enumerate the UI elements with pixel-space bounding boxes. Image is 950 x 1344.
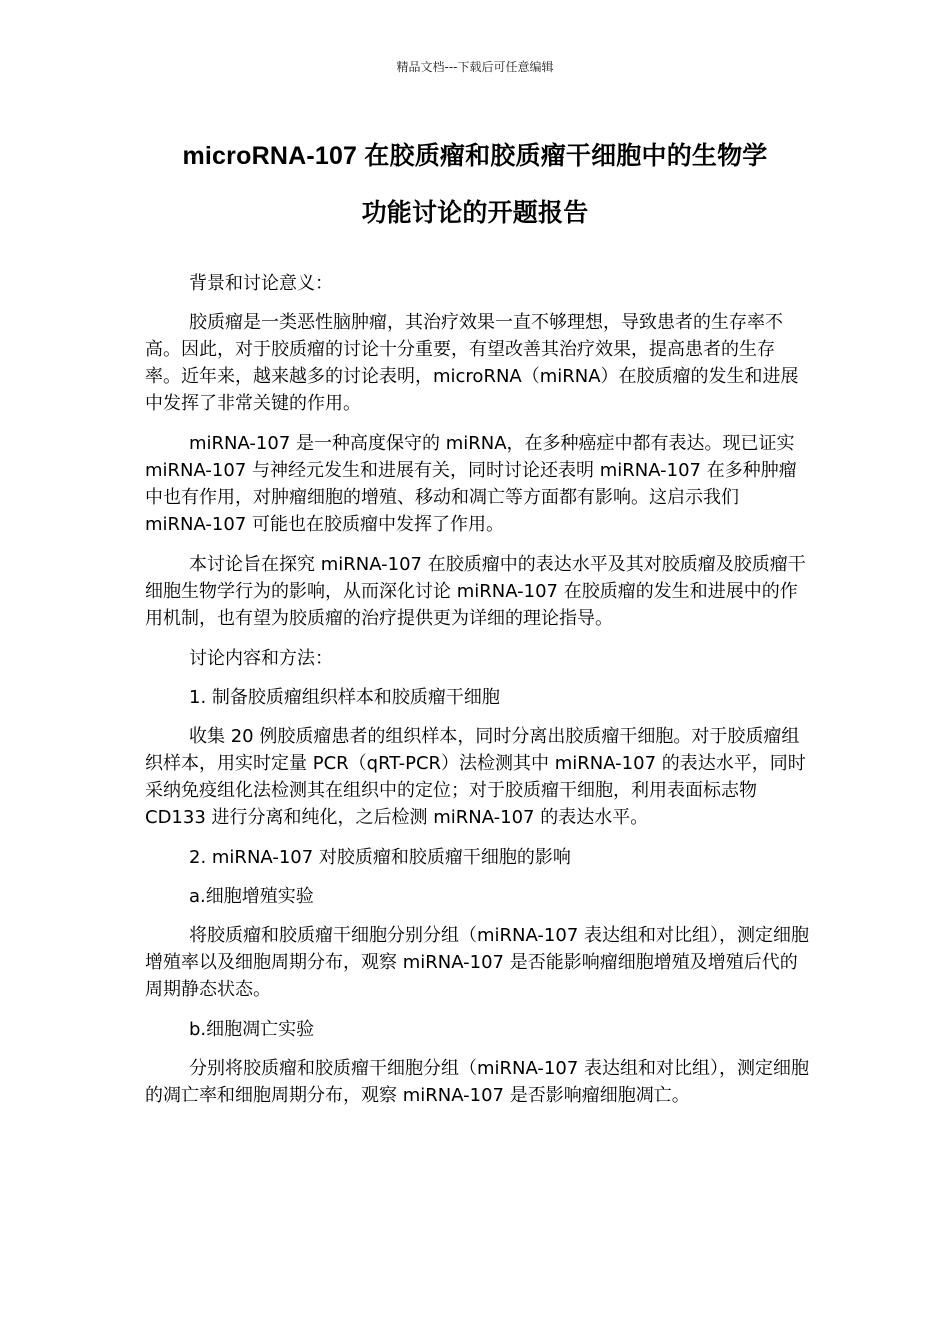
paragraph-background-glioma: 胶质瘤是一类恶性脑肿瘤，其治疗效果一直不够理想，导致患者的生存率不高。因此，对于胶质瘤的讨论十分重要，有望改善其治疗效果，提高患者的生存率。近年来，越来越多的讨论表明，microRNA（miRNA）在胶质瘤的发生和进展中发挥了非常关键的作用。 xyxy=(145,312,799,414)
section-heading-methods: 讨论内容和方法： xyxy=(189,648,333,669)
page-title-line-1: microRNA-107 在胶质瘤和胶质瘤干细胞中的生物学 xyxy=(182,142,768,170)
method-item-1-heading: 1. 制备胶质瘤组织样本和胶质瘤干细胞 xyxy=(189,687,500,708)
document-body xyxy=(145,270,810,1122)
method-2b-heading: b.细胞凋亡实验 xyxy=(189,1019,315,1040)
method-2b-body: 分别将胶质瘤和胶质瘤干细胞分组（miRNA-107 表达组和对比组），测定细胞的凋亡率和细胞周期分布，观察 miRNA-107 是否影响瘤细胞凋亡。 xyxy=(145,1058,809,1106)
paragraph-research-aim: 本讨论旨在探究 miRNA-107 在胶质瘤中的表达水平及其对胶质瘤及胶质瘤干细胞生物学行为的影响，从而深化讨论 miRNA-107 在胶质瘤的发生和进展中的作用机制，也有望为胶质瘤的治疗提供更为详细的理论指导。 xyxy=(145,554,806,629)
page-title-line-2: 功能讨论的开题报告 xyxy=(361,199,589,227)
method-2a-body: 将胶质瘤和胶质瘤干细胞分别分组（miRNA-107 表达组和对比组），测定细胞增殖率以及细胞周期分布，观察 miRNA-107 是否能影响瘤细胞增殖及增殖后代的周期静态状态。 xyxy=(145,925,809,1000)
paragraph-mirna107-intro: miRNA-107 是一种高度保守的 miRNA，在多种癌症中都有表达。现已证实 miRNA-107 与神经元发生和进展有关，同时讨论还表明 miRNA-107 在多种肿瘤中也有作用，对肿瘤细胞的增殖、移动和凋亡等方面都有影响。这启示我们 miRNA-107 可能也在胶质瘤中发挥了作用。 xyxy=(145,433,797,535)
method-2a-heading: a.细胞增殖实验 xyxy=(189,886,314,907)
header-note: 精品文档---下载后可任意编辑 xyxy=(396,60,554,74)
method-item-1-body: 收集 20 例胶质瘤患者的组织样本，同时分离出胶质瘤干细胞。对于胶质瘤组织样本，用实时定量 PCR（qRT-PCR）法检测其中 miRNA-107 的表达水平，同时采纳免疫组化法检测其在组织中的定位；对于胶质瘤干细胞，利用表面标志物 CD133 进行分离和纯化，之后检测 miRNA-107 的表达水平。 xyxy=(145,726,806,828)
method-item-2-heading: 2. miRNA-107 对胶质瘤和胶质瘤干细胞的影响 xyxy=(189,847,571,868)
section-heading-background: 背景和讨论意义： xyxy=(189,273,333,294)
